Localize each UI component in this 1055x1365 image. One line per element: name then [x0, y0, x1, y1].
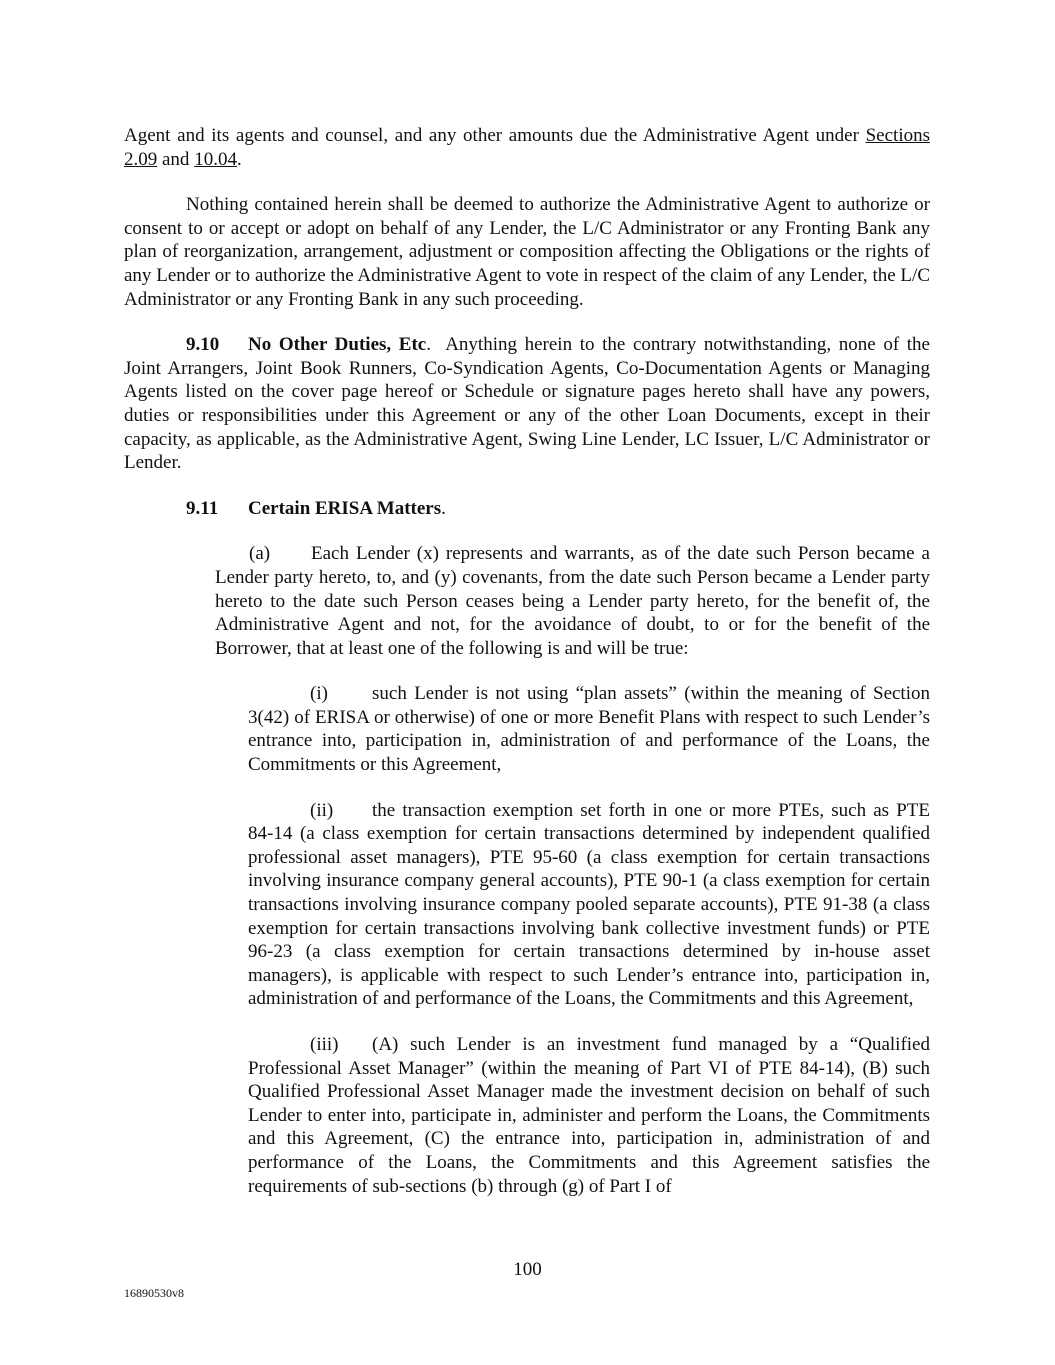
clause-a-text: Each Lender (x) represents and warrants, as of the date such Person became a Lender party hereto, to, and (y) covenants, from the date such Person became a Lender party hereto to the date such Person ceases being a Lender party hereto, for the benefit of, the Administrative Agent and not, for the avoidance of doubt, to or for the benefit of the Borrower, that at least one of the following is and will be true: [215, 543, 930, 659]
clause-iii-label: (iii) [310, 1034, 339, 1055]
and-text: and [157, 148, 195, 170]
period: . [236, 148, 242, 170]
clause-ii-text: the transaction exemption set forth in one or more PTEs, such as PTE 84-14 (a class exemption for certain transactions determined by independent qualified professional asset managers), PTE 95-60 (a class exemption for certain transactions involving insurance company general accounts), PTE 90-1 (a class exemption for certain transactions involving insurance company pooled separate accounts), PTE 91-38 (a class exemption for certain transactions involving bank collective investment funds) or PTE 96-23 (a class exemption for certain transactions determined by in-house asset managers), is applicable with respect to such Lender’s entrance into, participation in, administration of and performance of the Loans, the Commitments and this Agreement, [248, 799, 930, 1010]
section-9-10 [124, 333, 935, 475]
section-9-10-period: . [426, 334, 431, 356]
clause-a-label: (a) [249, 543, 271, 565]
paragraph-agent-counsel [124, 124, 930, 171]
section-9-10-number: 9.10 [186, 334, 220, 356]
clause-iii [248, 1033, 930, 1198]
clause-a [215, 542, 930, 660]
section-ref-10-04: 10.04 [194, 148, 237, 170]
clause-ii [248, 799, 930, 1011]
section-9-11-heading [124, 497, 930, 521]
clause-i [248, 682, 930, 776]
paragraph-nothing-contained: Nothing contained herein shall be deemed to authorize the Administrative Agent to authorize or consent to or accept or adopt on behalf of any Lender, the L/C Administrator or any Fronting Bank any plan of reorganization, arrangement, adjustment or composition affecting the Obligations or the rights of any Lender or to authorize the Administrative Agent to vote in respect of the claim of any Lender, the L/C Administrator or any Fronting Bank in any such proceeding. [124, 194, 930, 310]
document-id: 16890530v8 [124, 1286, 184, 1300]
page-number: 100 [513, 1259, 542, 1280]
clause-i-label: (i) [310, 683, 328, 705]
clause-ii-label: (ii) [310, 799, 334, 821]
clause-i-text: such Lender is not using “plan assets” (within the meaning of Section 3(42) of ERISA or otherwise) of one or more Benefit Plans with respect to such Lender’s entrance into, participation in, administration of and performance of the Loans, the Commitments or this Agreement, [248, 683, 930, 776]
section-9-11-title: Certain ERISA Matters [248, 497, 442, 519]
clause-iii-text: (A) such Lender is an investment fund managed by a “Qualified Professional Asset Manager” (within the meaning of Part VI of PTE 84-14), (B) such Qualified Professional Asset Manager made the investment decision on behalf of such Lender to enter into, participate in, administer and perform the Loans, the Commitments and this Agreement, (C) the entrance into, participation in, administration of and performance of the Loans, the Commitments and this Agreement satisfies the requirements of sub-sections (b) through (g) of Part I of [248, 1034, 930, 1197]
section-9-10-body: Anything herein to the contrary notwithstanding, none of the Joint Arrangers, Joint Book Runners, Co-Syndication Agents, Co-Documentation Agents or Managing Agents listed on the cover page hereof or Schedule or signature pages hereto shall have any powers, duties or responsibilities under this Agreement or any of the other Loan Documents, except in their capacity, as applicable, as the Administrative Agent, Swing Line Lender, LC Issuer, L/C Administrator or Lender. [124, 334, 935, 474]
document-page [124, 124, 935, 1198]
section-9-11-period: . [441, 497, 446, 519]
section-9-10-title: No Other Duties, Etc [248, 334, 427, 356]
section-ref-2-09: Sections 2.09 [124, 125, 930, 170]
paragraph-agent-counsel-text: Agent and its agents and counsel, and any other amounts due the Administrative Agent under [124, 125, 866, 146]
section-9-11-number: 9.11 [186, 497, 219, 519]
